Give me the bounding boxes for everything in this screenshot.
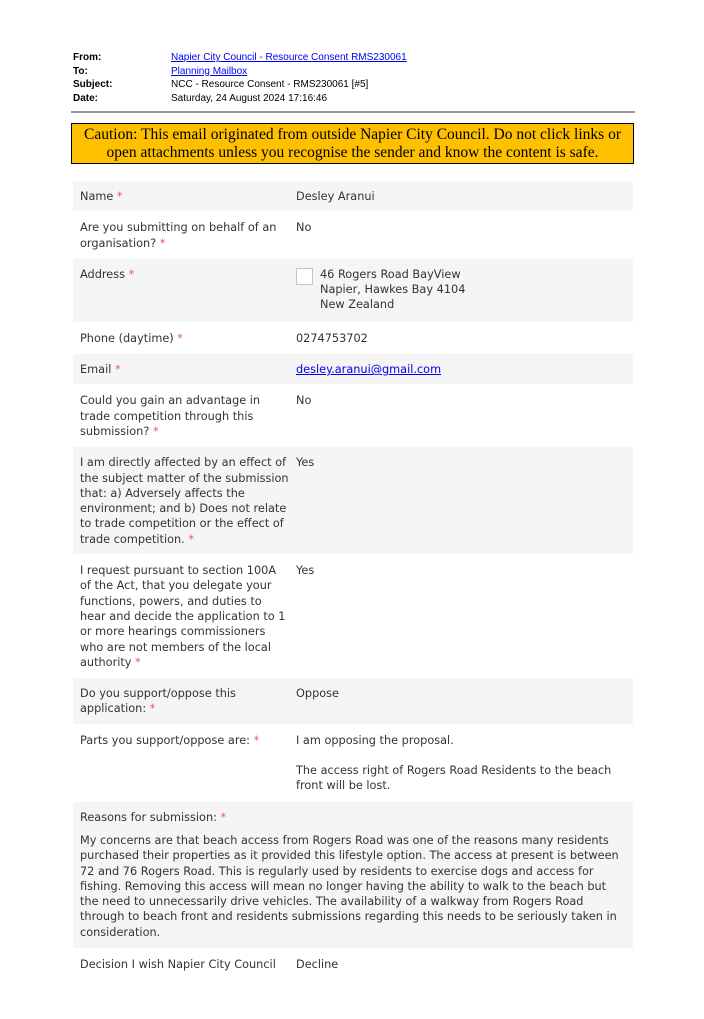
header-from-row: [73, 51, 407, 65]
parts-value: [296, 733, 626, 794]
row-phone: [73, 323, 633, 354]
delegate-value: Yes: [296, 564, 315, 578]
row-address: [73, 259, 633, 323]
name-label-cell: [80, 189, 296, 204]
to-label: To:: [73, 65, 88, 77]
organisation-label: Are you submitting on behalf of an organisation?: [80, 221, 277, 250]
trade-label: Could you gain an advantage in trade competition through this submission?: [80, 394, 261, 438]
required-mark: *: [188, 532, 195, 546]
header-subject-row: [73, 78, 407, 92]
row-email: [73, 354, 633, 385]
support-label-cell: [80, 686, 296, 717]
caution-line-2: open attachments unless you recognise the sender and know the content is safe.: [106, 144, 599, 161]
required-mark: *: [116, 190, 123, 203]
phone-label: Phone (daytime): [80, 331, 174, 345]
caution-banner: [71, 123, 634, 164]
row-decision: [73, 949, 633, 980]
row-trade-competition: [73, 385, 633, 447]
subject-label: Subject:: [73, 79, 113, 90]
reasons-label-cell: [80, 810, 626, 825]
decision-value: Decline: [296, 957, 339, 971]
delegate-label-cell: [80, 563, 296, 670]
address-line-2: Napier, Hawkes Bay 4104: [320, 283, 466, 297]
row-delegate-request: [73, 555, 633, 678]
from-label: From:: [73, 52, 102, 63]
reasons-label: Reasons for submission:: [80, 810, 217, 824]
required-mark: *: [152, 424, 159, 438]
trade-label-cell: [80, 393, 296, 439]
address-line-1: 46 Rogers Road BayView: [320, 267, 461, 281]
row-reasons: [73, 802, 633, 949]
organisation-label-cell: [80, 220, 296, 251]
header-to-row: [73, 65, 407, 79]
required-mark: *: [149, 702, 156, 716]
affected-label: I am directly affected by an effect of the subject matter of the submission that: a) Adversely affects the environment; and b) Does not relate to trade competition or the effect of trade competition.: [80, 456, 289, 546]
email-label: Email: [80, 363, 112, 377]
subject-value: NCC - Resource Consent - RMS230061 [#5]: [171, 79, 369, 90]
decision-label: Decision I wish Napier City Council: [80, 957, 276, 971]
affected-value: Yes: [296, 456, 315, 470]
phone-value: 0274753702: [296, 331, 368, 345]
address-lines: [320, 267, 465, 313]
row-name: [73, 181, 633, 212]
email-value-cell: [296, 362, 626, 377]
email-link[interactable]: desley.aranui@gmail.com: [296, 363, 442, 377]
header-divider: [71, 111, 635, 113]
name-label: Name: [80, 190, 114, 203]
delegate-label: I request pursuant to section 100A of the Act, that you delegate your functions, powers, and duties to hear and decide the application to 1 or more hearings commissioners who are not members of the local authority: [80, 564, 286, 669]
required-mark: *: [114, 363, 121, 377]
required-mark: *: [135, 655, 141, 669]
name-value: Desley Aranui: [296, 190, 375, 203]
date-value: Saturday, 24 August 2024 17:16:46: [171, 92, 328, 104]
trade-value: No: [296, 394, 312, 408]
address-label: Address: [80, 267, 125, 281]
required-mark: *: [128, 267, 135, 281]
parts-paragraph-1: I am opposing the proposal.: [296, 733, 454, 747]
from-link[interactable]: Napier City Council - Resource Consent RMS230061: [171, 52, 407, 63]
submission-form: [73, 181, 633, 980]
phone-label-cell: [80, 331, 296, 346]
required-mark: *: [177, 331, 183, 345]
row-directly-affected: [73, 447, 633, 555]
reasons-value: My concerns are that beach access from Rogers Road was one of the reasons many residents purchased their properties as it provided this lifestyle option. The access at present is between 72 and 76 Rogers Road. This is regularly used by residents to exercise dogs and access for fishing. Removing this access will mean no longer having the ability to walk to the beach but the need to unnecessarily drive vehicles. The availability of a walkway from Rogers Road through to beach front and residents submissions regarding this needs to be seriously taken in consideration.: [80, 833, 619, 939]
address-label-cell: [80, 267, 296, 313]
row-organisation: [73, 212, 633, 259]
support-value: Oppose: [296, 687, 339, 701]
required-mark: *: [253, 733, 260, 747]
address-line-3: New Zealand: [320, 298, 395, 312]
date-label: Date:: [73, 92, 99, 104]
parts-paragraph-2: The access right of Rogers Road Residents to the beach front will be lost.: [296, 764, 612, 793]
affected-label-cell: [80, 455, 296, 547]
caution-line-1: Caution: This email originated from outside Napier City Council. Do not click links or: [84, 126, 621, 143]
row-parts: [73, 725, 633, 802]
to-link[interactable]: Planning Mailbox: [171, 65, 248, 77]
required-mark: *: [159, 236, 166, 250]
address-value: [296, 267, 626, 313]
header-date-row: [73, 92, 407, 106]
parts-label-cell: [80, 733, 296, 794]
support-label: Do you support/oppose this application:: [80, 687, 236, 716]
parts-label: Parts you support/oppose are:: [80, 733, 250, 747]
email-label-cell: [80, 362, 296, 377]
address-checkbox[interactable]: [296, 268, 313, 285]
required-mark: *: [220, 810, 227, 824]
email-header: [73, 51, 407, 105]
row-support-oppose: [73, 678, 633, 725]
organisation-value: No: [296, 221, 312, 235]
